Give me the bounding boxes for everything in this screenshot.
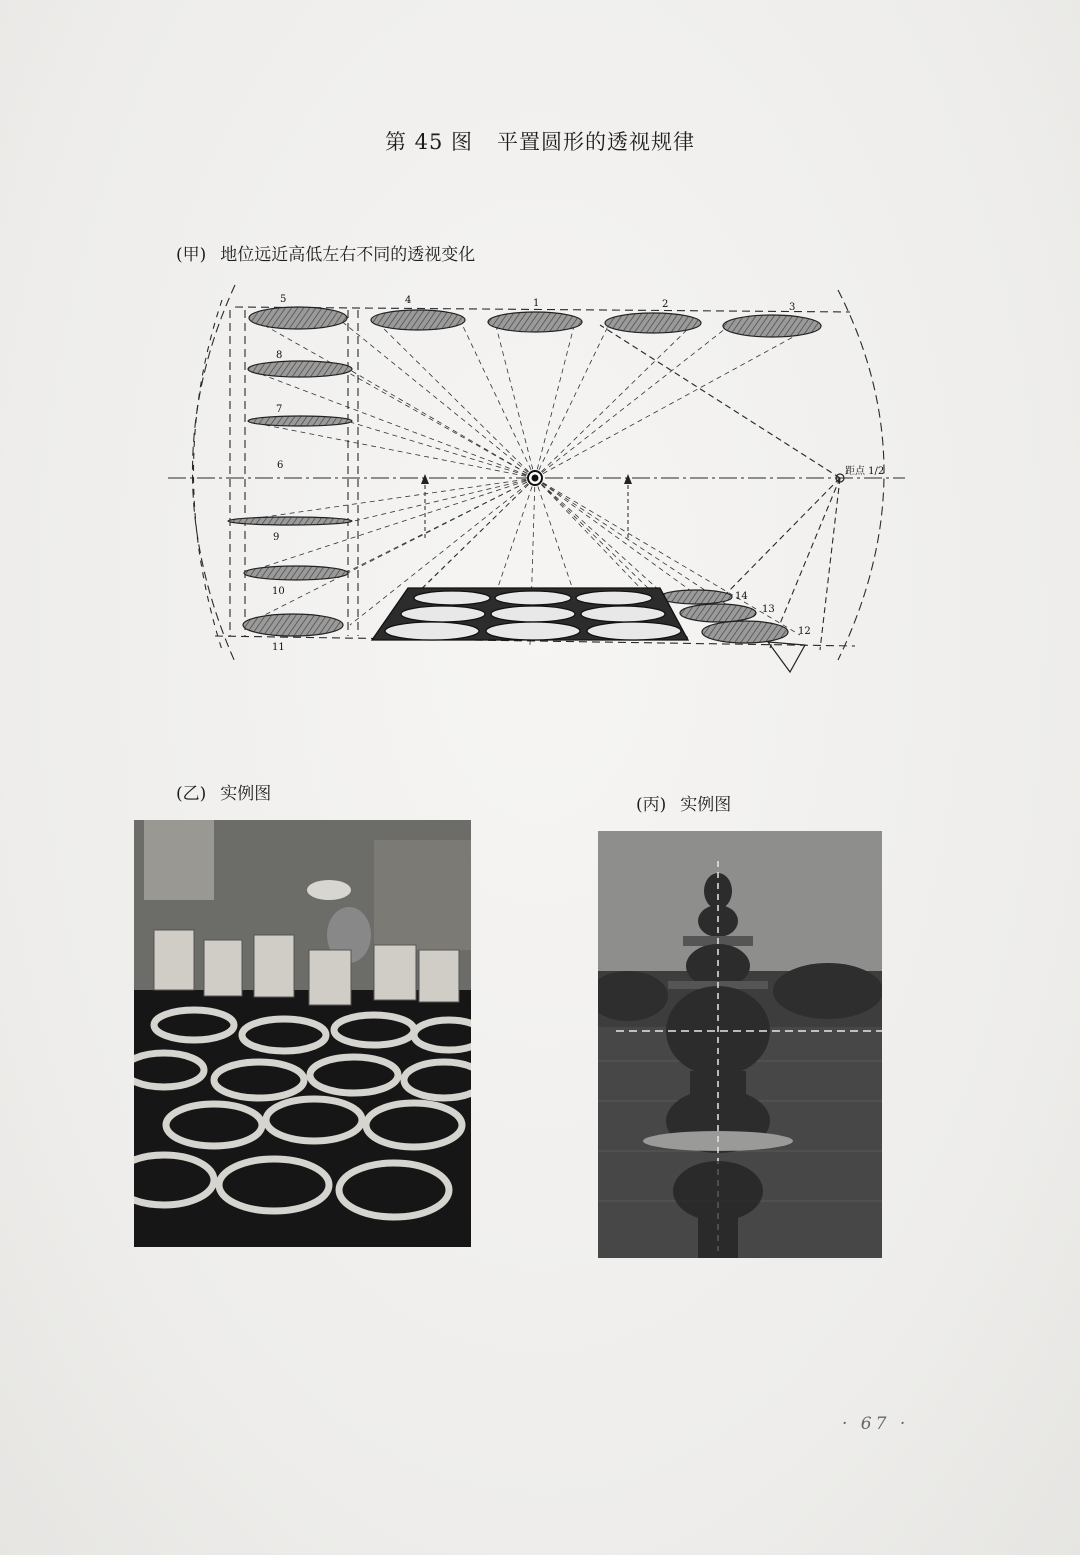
ellipse-9 bbox=[228, 517, 352, 525]
distance-point-label: 距点 1/2 bbox=[845, 466, 885, 477]
ellipse-8 bbox=[248, 361, 352, 377]
photo-b-caption-label: (乙) bbox=[176, 784, 207, 804]
label-2: 2 bbox=[662, 299, 669, 310]
ellipse-4 bbox=[371, 310, 465, 330]
label-10: 10 bbox=[272, 586, 285, 597]
label-3: 3 bbox=[789, 302, 796, 313]
figure-number: 第 45 图 bbox=[384, 130, 474, 154]
photo-b-caption bbox=[176, 779, 271, 804]
label-14: 14 bbox=[735, 591, 748, 602]
ellipse-grid bbox=[372, 588, 688, 640]
photo-stone-pagoda bbox=[598, 831, 882, 1258]
diagram-caption-label: (甲) bbox=[176, 245, 207, 265]
photo-pottery-rings bbox=[134, 820, 471, 1247]
photo-c-caption-label: (丙) bbox=[636, 795, 667, 815]
label-8: 8 bbox=[276, 350, 283, 361]
diagram-caption-text: 地位远近高低左右不同的透视变化 bbox=[220, 245, 476, 265]
ellipse-2 bbox=[605, 313, 701, 333]
ellipse-5 bbox=[249, 307, 347, 329]
ellipse-14 bbox=[660, 590, 732, 604]
diagram-caption bbox=[176, 240, 475, 265]
ellipse-1 bbox=[488, 312, 582, 332]
photo-c-caption-text: 实例图 bbox=[680, 795, 732, 815]
ellipse-13 bbox=[680, 604, 756, 622]
label-13: 13 bbox=[762, 604, 775, 615]
ellipse-3 bbox=[723, 315, 821, 337]
ellipse-10 bbox=[244, 566, 348, 580]
label-11: 11 bbox=[272, 642, 285, 653]
perspective-diagram bbox=[160, 272, 910, 682]
ellipse-7 bbox=[248, 416, 352, 426]
figure-title bbox=[0, 126, 1080, 156]
label-9: 9 bbox=[273, 532, 280, 543]
ellipse-11 bbox=[243, 614, 343, 636]
label-1: 1 bbox=[533, 298, 540, 309]
label-7: 7 bbox=[276, 404, 283, 415]
page-number: · 67 · bbox=[842, 1414, 910, 1434]
photo-b-caption-text: 实例图 bbox=[220, 784, 272, 804]
label-12: 12 bbox=[798, 626, 811, 637]
ellipse-12 bbox=[702, 621, 788, 643]
label-4: 4 bbox=[405, 295, 412, 306]
figure-subject: 平置圆形的透视规律 bbox=[497, 130, 696, 154]
label-5: 5 bbox=[280, 294, 287, 305]
label-6: 6 bbox=[277, 460, 284, 471]
photo-c-caption bbox=[636, 790, 731, 815]
